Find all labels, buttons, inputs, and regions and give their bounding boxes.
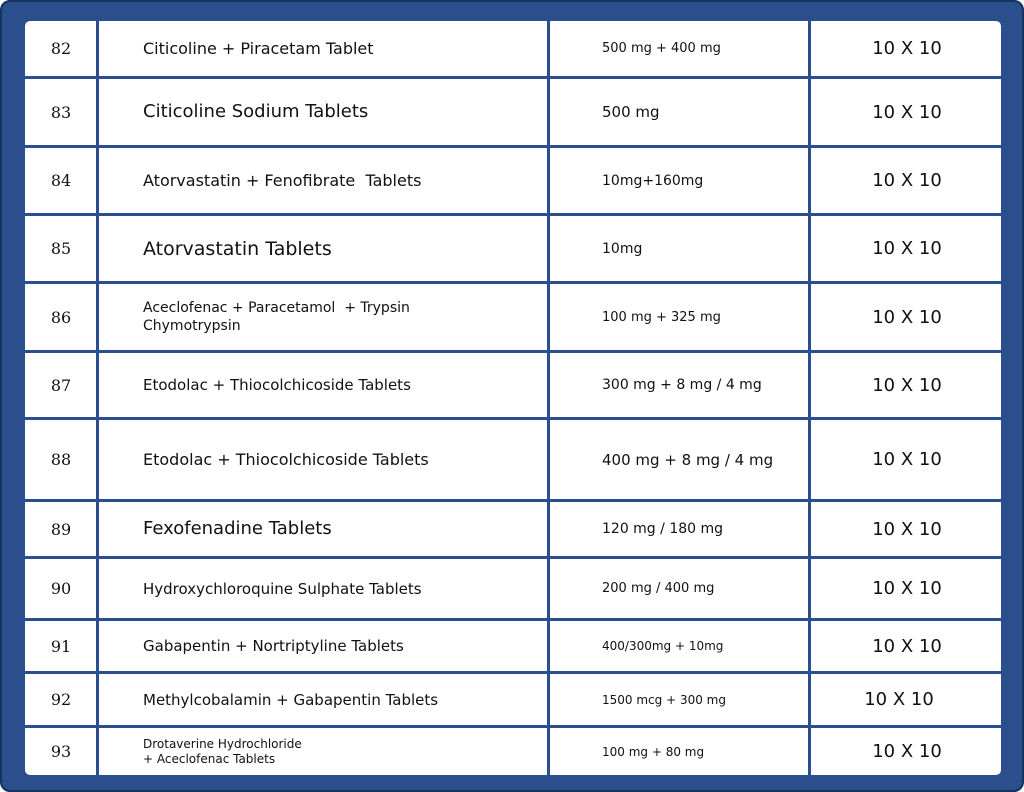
table-row: [25, 148, 1001, 213]
serial-number: 91: [50, 636, 72, 656]
product-dosage: 500 mg + 400 mg: [602, 41, 721, 56]
table-row: [25, 559, 1001, 618]
pack-size: 10 X 10: [872, 449, 942, 470]
table-row: [25, 621, 1001, 671]
pack-size: 10 X 10: [872, 238, 942, 259]
pack-size: 10 X 10: [872, 741, 942, 762]
serial-number: 89: [50, 519, 72, 539]
table-row: [25, 502, 1001, 556]
pack-size: 10 X 10: [872, 518, 942, 540]
table-row: [25, 21, 1001, 76]
serial-number: 86: [50, 307, 72, 327]
product-name: Atorvastatin Tablets: [143, 237, 332, 260]
product-dosage: 1500 mcg + 300 mg: [602, 692, 726, 707]
product-name-cell: [143, 728, 543, 775]
serial-number: 90: [50, 579, 72, 598]
table-row: [25, 284, 1001, 350]
serial-number: 87: [50, 375, 72, 395]
serial-number: 83: [50, 102, 72, 122]
serial-number: 92: [50, 690, 72, 709]
pack-size: 10 X 10: [872, 38, 942, 59]
pack-size: 10 X 10: [872, 635, 942, 657]
serial-number: 82: [50, 39, 72, 58]
table-row: [25, 216, 1001, 281]
product-name-cell: [143, 284, 543, 350]
pack-size: 10 X 10: [872, 101, 942, 123]
serial-number: 88: [50, 450, 72, 469]
product-name: Fexofenadine Tablets: [143, 518, 332, 539]
product-dosage: 100 mg + 325 mg: [602, 309, 721, 325]
product-name: Citicoline + Piracetam Tablet: [143, 38, 374, 58]
serial-number: 93: [50, 742, 72, 761]
pack-size: 10 X 10: [872, 374, 942, 396]
table-row: [25, 353, 1001, 417]
product-dosage: 200 mg / 400 mg: [602, 581, 715, 596]
product-dosage: 10mg: [602, 240, 643, 257]
serial-number: 84: [50, 171, 72, 190]
product-dosage: 300 mg + 8 mg / 4 mg: [602, 377, 762, 393]
pack-size: 10 X 10: [872, 578, 942, 599]
product-dosage: 500 mg: [602, 103, 660, 121]
product-dosage: 400 mg + 8 mg / 4 mg: [602, 450, 774, 469]
pack-size: 10 X 10: [864, 689, 934, 710]
pack-size: 10 X 10: [872, 306, 942, 328]
product-name: Drotaverine Hydrochloride + Aceclofenac Tablets: [143, 736, 302, 766]
product-dosage: 400/300mg + 10mg: [602, 639, 724, 653]
product-name: Citicoline Sodium Tablets: [143, 101, 369, 122]
product-name: Etodolac + Thiocolchicoside Tablets: [143, 449, 429, 469]
table-row: [25, 728, 1001, 775]
product-name: Gabapentin + Nortriptyline Tablets: [143, 637, 404, 655]
table-row: [25, 420, 1001, 499]
product-dosage: 100 mg + 80 mg: [602, 744, 705, 759]
product-name: Methylcobalamin + Gabapentin Tablets: [143, 690, 439, 709]
product-name: Hydroxychloroquine Sulphate Tablets: [143, 579, 422, 598]
product-name: Atorvastatin + Fenofibrate Tablets: [143, 170, 422, 190]
product-dosage: 120 mg / 180 mg: [602, 521, 724, 537]
product-name: Etodolac + Thiocolchicoside Tablets: [143, 376, 411, 394]
pack-size: 10 X 10: [872, 170, 942, 191]
product-dosage: 10mg+160mg: [602, 172, 704, 189]
table-row: [25, 79, 1001, 145]
table-row: [25, 674, 1001, 725]
serial-number: 85: [50, 239, 72, 258]
product-name: Aceclofenac + Paracetamol + Trypsin Chymotrypsin: [143, 300, 415, 334]
product-table: [25, 21, 1001, 775]
